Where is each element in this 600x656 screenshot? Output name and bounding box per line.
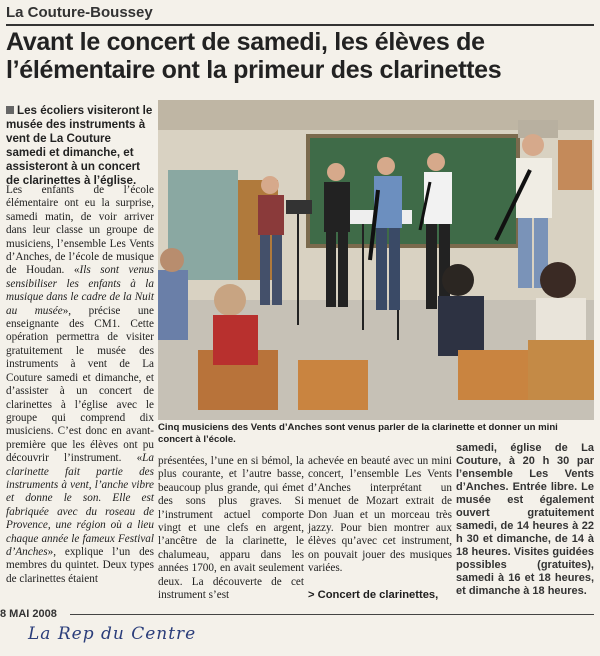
lead-paragraph xyxy=(6,104,154,188)
photo-caption: Cinq musiciens des Vents d’Anches sont venus parler de la clarinette et donner un mini concert à l’école. xyxy=(158,422,558,445)
col1-text-a: Les enfants de l’école élémentaire ont eu la surprise, samedi matin, de voir arriver dans leur classe un groupe de musiciens, l’ensemble Les Vents d’Anches, de l’école de musique de Houdan. « xyxy=(6,184,154,277)
footer-rule xyxy=(70,614,594,615)
handwritten-source-note: La Rep du Centre xyxy=(28,624,197,644)
classroom-illustration xyxy=(158,100,594,420)
publication-date: 8 MAI 2008 xyxy=(0,608,57,620)
article-photo xyxy=(158,100,594,420)
lead-text: Les écoliers visiteront le musée des instruments à vent de La Couture samedi et dimanche, et assisteront à un concert de clarinettes à l’église. xyxy=(6,104,153,187)
article-column-3 xyxy=(308,455,452,602)
col3-text-a: achevée en beauté avec un mini concert, l’ensemble Les Vents d’Anches interprétant un menuet de Mozart extrait de Don Juan et un morceau très jazzy. Pour bien montrer aux élèves qu’avec cet instrument, on pouvait jouer des musiques variées. xyxy=(308,455,452,575)
col1-quote-1: Ils sont venus sensibiliser les enfants à la musique dans le cadre de la Nuit au musée xyxy=(6,264,154,317)
col1-quote-2: La clarinette fait partie des instruments à vent, l’anche vibre et donne le son. Elle est fabriquée avec du roseau de Provence, une région où a lieu chaque année le fameux Festival d’Anches xyxy=(6,452,154,558)
col1-text-b: », précise une enseignante des CM1. Cette opération permettra de visiter gratuitement le musée des instruments à vent de La Couture samedi et dimanche, et d’assister à un concert de clarinettes à l’église avec le groupe qui comprend dix musiciens. C’est donc en avant-première que les élèves ont pu découvrir l’instrument. « xyxy=(6,304,154,465)
concert-info-column: samedi, église de La Couture, à 20 h 30 par l’ensemble Les Vents d’Anches. Entrée libre. Le musée est également ouvert gratuitement samedi, de 14 heures à 22 h 30 et dimanche, de 14 à 18 heures. Visites guidées possibles (gratuites), samedi à 16 et 18 heures, et dimanche à 18 heures. xyxy=(456,442,594,597)
article-column-1 xyxy=(6,184,154,586)
kicker-rule xyxy=(6,24,594,26)
bullet-square-icon xyxy=(6,106,14,114)
col1-text-c: », explique l’un des membres du quintet. Deux types de clarinettes étaient xyxy=(6,545,154,585)
section-kicker: La Couture-Boussey xyxy=(6,4,153,21)
article-column-2: présentées, l’une en si bémol, la plus courante, et l’autre basse, beaucoup plus grande, qui émet des sons plus graves. Si l’instrument actuel comporte vingt et une clefs en argent, l’ancêtre de la clarinette, le chalumeau, apparu dans les années 1700, en avait seulement deux. La découverte de cet instrument s’est xyxy=(158,455,304,602)
headline: Avant le concert de samedi, les élèves de l’élémentaire ont la primeur des clarinettes xyxy=(6,28,502,84)
concert-info-heading: > Concert de clarinettes, xyxy=(308,589,439,602)
